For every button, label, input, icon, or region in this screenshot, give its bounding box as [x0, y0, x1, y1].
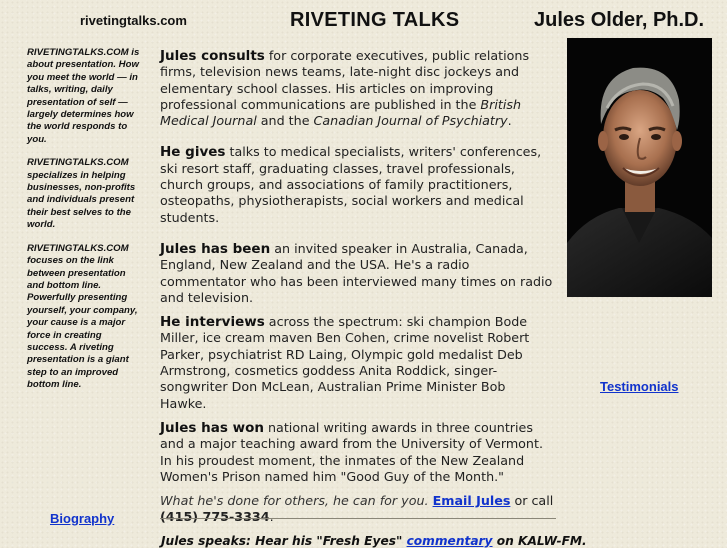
testimonials-link[interactable]: Testimonials: [600, 379, 679, 394]
header-bar: [0, 0, 727, 38]
commentary-link[interactable]: commentary: [406, 534, 493, 548]
author-photo: [567, 38, 712, 297]
commentary-text: on KALW-FM.: [492, 534, 587, 548]
paragraph-lead: Jules has been: [160, 240, 271, 257]
sidebar: [27, 47, 143, 403]
paragraph-has-won: [160, 420, 555, 485]
paragraph-lead: Jules has won: [160, 419, 264, 436]
paragraph-text: across the spectrum: ski champion Bode Miller, ice cream maven Ben Cohen, crime novelist Robert Parker, psychiatrist RD Laing, Olympic gold medalist Deb Armstrong, cosmetics goddess Anita Roddick, singer-songwriter Don McLean, Australian Prime Minister Bob Hawke.: [160, 314, 530, 411]
paragraph-text: for corporate executives, public relations firms, television news teams, late-night disc jockeys and elementary school classes. His articles on improving professional communications are published in the: [160, 48, 530, 112]
main-content: [160, 48, 555, 541]
journal-name: British Medical Journal: [160, 96, 522, 129]
commentary-text: Jules speaks: Hear his "Fresh Eyes": [161, 534, 407, 548]
paragraph-text: and the: [256, 113, 314, 129]
portrait-illustration: [567, 38, 712, 297]
phone-number: (415) 775-3334: [160, 509, 270, 525]
contact-line: [160, 493, 555, 526]
sidebar-blurb: RIVETINGTALKS.COM focuses on the link between presentation and bottom line. Powerfully presenting yourself, your company, your cause is a major force in creating success. A riveting presentation is a giant step to an improved bottom line.: [27, 242, 138, 391]
paragraph-consults: [160, 48, 555, 129]
paragraph-lead: He gives: [160, 144, 226, 161]
period: .: [269, 509, 274, 525]
brand-title: RIVETING TALKS: [290, 9, 460, 31]
paragraph-interviews: [160, 314, 555, 412]
site-name: rivetingtalks.com: [80, 13, 187, 28]
paragraph-text: national writing awards in three countries and a major teaching award from the University of Vermont. In his proudest moment, the inmates of the New Zealand Women's Prison named him "Good Guy of the Month.": [160, 419, 543, 484]
sidebar-blurb: RIVETINGTALKS.COM is about presentation. How you meet the world — in talks, writing, daily presentation of self — largely determines how the world responds to you.: [27, 47, 140, 145]
paragraph-text: .: [507, 113, 512, 129]
paragraph-text: talks to medical specialists, writers' conferences, ski resort staff, graduating classes, travel professionals, church groups, and associations of family practitioners, osteopaths, physiotherapists, social workers and medical students.: [160, 144, 542, 225]
author-name: Jules Older, Ph.D.: [534, 9, 705, 31]
paragraph-lead: He interviews: [160, 314, 265, 331]
contact-pitch: What he's done for others, he can for you.: [160, 493, 429, 509]
paragraph-has-been: [160, 241, 555, 306]
journal-name: Canadian Journal of Psychiatry: [313, 113, 508, 129]
biography-link[interactable]: Biography: [50, 511, 115, 526]
email-link[interactable]: Email Jules: [432, 493, 511, 509]
paragraph-lead: Jules consults: [160, 48, 265, 64]
or-call-text: or call: [510, 493, 554, 509]
paragraph-text: an invited speaker in Australia, Canada, England, New Zealand and the USA. He's a radio commentator who has been interviewed many times on radio and television.: [160, 240, 553, 305]
paragraph-gives: [160, 144, 555, 225]
divider: [160, 518, 556, 519]
commentary-line: [161, 534, 587, 548]
sidebar-blurb: RIVETINGTALKS.COM specializes in helping businesses, non-profits and individuals present their best selves to the world.: [27, 157, 136, 231]
